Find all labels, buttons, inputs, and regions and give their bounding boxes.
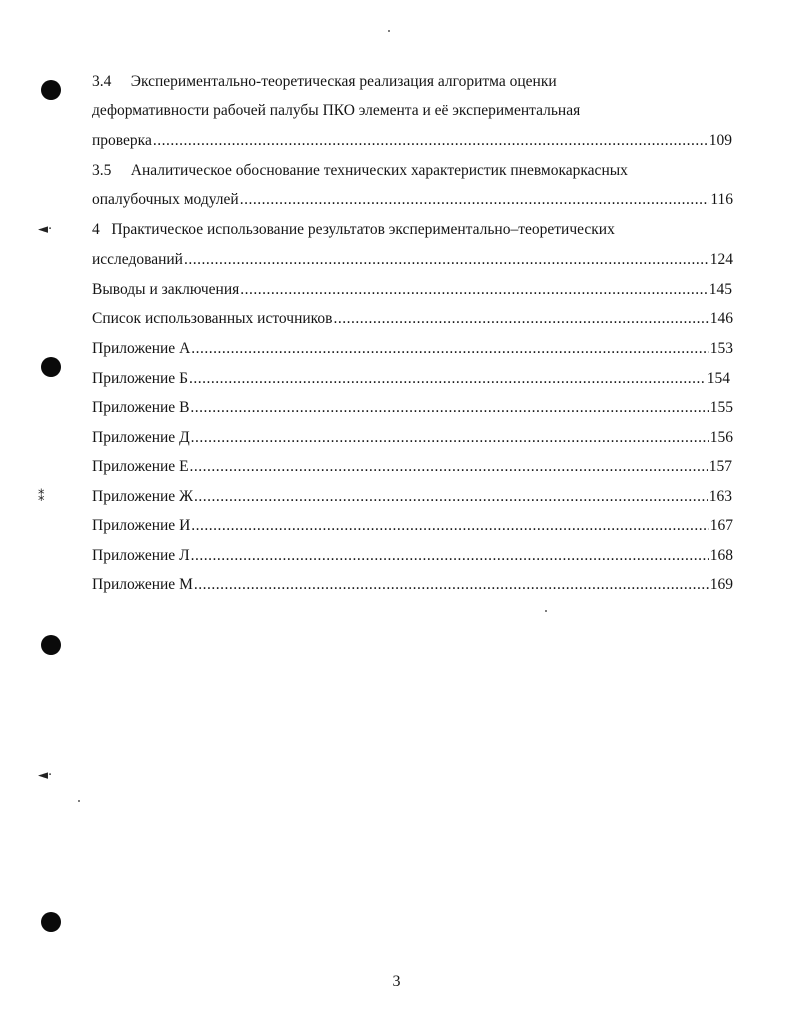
toc-page-number: 109 — [708, 132, 732, 149]
toc-page-number: 163 — [708, 488, 732, 505]
toc-entry-3-5-line2 — [92, 190, 733, 210]
scan-mark: ⁑ — [38, 490, 45, 505]
toc-entry-3-4-line1: 3.4 Экспериментально-теоретическая реализация алгоритма оценки — [92, 73, 557, 90]
toc-page-number: 167 — [709, 517, 733, 534]
toc-entry-appendix — [92, 457, 732, 477]
dot-leader — [189, 369, 706, 389]
dot-leader — [191, 516, 708, 536]
toc-page-number: 146 — [709, 310, 733, 327]
toc-page-number: 156 — [709, 429, 733, 446]
punch-hole — [41, 357, 61, 377]
scan-mark: ◄· — [38, 222, 53, 237]
toc-entry-label: Приложение А — [92, 340, 191, 357]
toc-entry-appendix — [92, 487, 732, 507]
toc-entry-references — [92, 309, 733, 329]
scan-speck — [545, 610, 547, 612]
toc-entry-appendix — [92, 428, 733, 448]
dot-leader — [240, 190, 710, 210]
dot-leader — [194, 575, 709, 595]
scan-speck — [388, 30, 390, 32]
toc-entry-label: Приложение Л — [92, 547, 190, 564]
punch-hole — [41, 912, 61, 932]
toc-entry-appendix — [92, 339, 733, 359]
dot-leader — [153, 131, 708, 151]
toc-entry-label: Приложение И — [92, 517, 191, 534]
toc-page-number: 124 — [709, 251, 733, 268]
toc-page-number: 168 — [709, 547, 733, 564]
toc-entry-label: Выводы и заключения — [92, 281, 240, 298]
toc-entry-label: Приложение М — [92, 576, 193, 593]
toc-entry-appendix — [92, 398, 733, 418]
toc-page-number: 155 — [709, 399, 733, 416]
toc-entry-label: проверка — [92, 132, 152, 149]
dot-leader — [191, 546, 709, 566]
toc-page-number: 116 — [710, 191, 733, 208]
dot-leader — [333, 309, 708, 329]
dot-leader — [191, 428, 709, 448]
scan-mark: ◄· — [38, 768, 53, 783]
toc-page-number: 153 — [709, 340, 733, 357]
dot-leader — [194, 487, 708, 507]
dot-leader — [184, 250, 709, 270]
toc-entry-appendix — [92, 546, 733, 566]
toc-page-number: 154 — [706, 370, 730, 387]
toc-entry-label: Приложение В — [92, 399, 190, 416]
scan-speck — [78, 800, 80, 802]
toc-entry-3-5-line1: 3.5 Аналитическое обоснование технических характеристик пневмокаркасных — [92, 162, 628, 179]
toc-entry-label: опалубочных модулей — [92, 191, 239, 208]
toc-entry-label: исследований — [92, 251, 183, 268]
dot-leader — [191, 339, 708, 359]
toc-entry-3-4-line3 — [92, 131, 732, 151]
toc-entry-label: Приложение Д — [92, 429, 190, 446]
toc-entry-label: Приложение Ж — [92, 488, 193, 505]
toc-page-number: 157 — [708, 458, 732, 475]
toc-entry-4-line2 — [92, 250, 733, 270]
toc-page-number: 145 — [708, 281, 732, 298]
toc-entry-label: Список использованных источников — [92, 310, 333, 327]
toc-entry-label: Приложение Б — [92, 370, 188, 387]
dot-leader — [240, 280, 707, 300]
toc-entry-appendix — [92, 516, 733, 536]
dot-leader — [190, 398, 708, 418]
toc-entry-appendix — [92, 369, 730, 389]
toc-entry-3-4-line2: деформативности рабочей палубы ПКО элемента и её экспериментальная — [92, 102, 581, 119]
page-number: 3 — [392, 973, 401, 990]
toc-entry-4-line1: 4 Практическое использование результатов экспериментально–теоретических — [92, 221, 615, 238]
punch-hole — [41, 80, 61, 100]
toc-entry-conclusions — [92, 280, 732, 300]
toc-page-number: 169 — [709, 576, 733, 593]
toc-entry-appendix — [92, 575, 733, 595]
punch-hole — [41, 635, 61, 655]
toc-entry-label: Приложение Е — [92, 458, 189, 475]
dot-leader — [190, 457, 708, 477]
